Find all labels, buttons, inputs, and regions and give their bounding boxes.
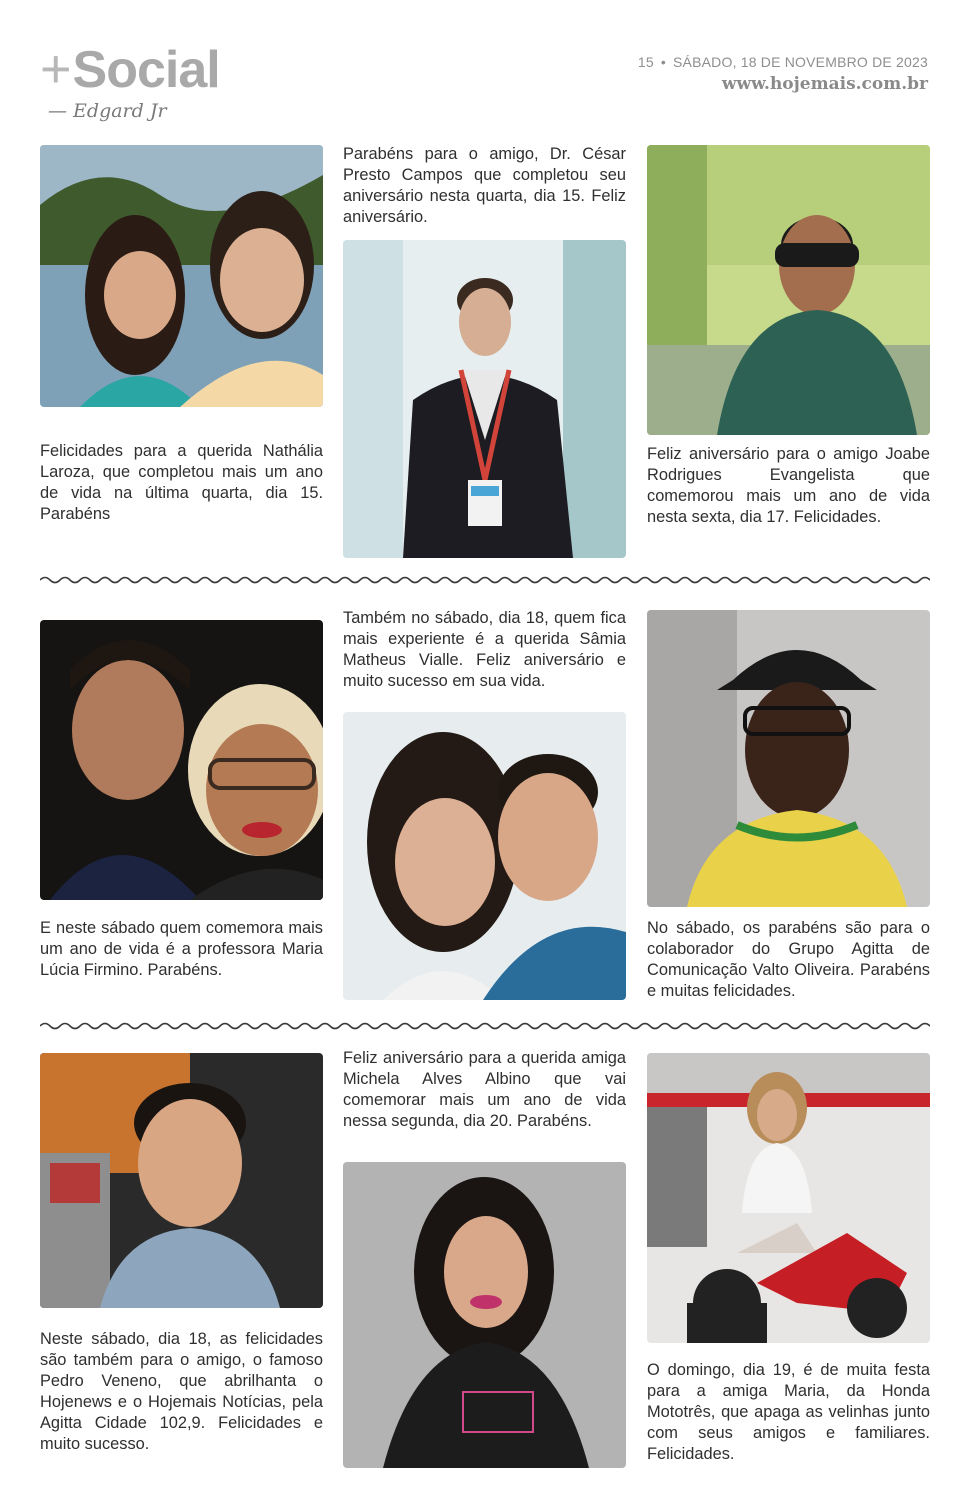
- photo-maria-honda: [647, 1053, 930, 1343]
- caption-michela-alves-albino: Feliz aniversário para a querida amiga Michela Alves Albino que vai comemorar mais um ano de vida nessa segunda, dia 20. Parabéns.: [343, 1049, 626, 1130]
- page-number: 15: [637, 54, 654, 70]
- columnist-signature: — Edgard Jr: [48, 100, 167, 122]
- caption-maria-lucia-firmino: E neste sábado quem comemora mais um ano de vida é a professora Maria Lúcia Firmino. Parabéns.: [40, 919, 323, 979]
- caption-maria-honda: O domingo, dia 19, é de muita festa para a amiga Maria, da Honda Mototrês, que apaga as velinhas junto com seus amigos e familiares. Felicidades.: [647, 1361, 930, 1463]
- page-header-info: [638, 54, 928, 94]
- row-divider: [40, 573, 930, 587]
- row-divider: [40, 1019, 930, 1033]
- caption-pedro-veneno: Neste sábado, dia 18, as felicidades são também para o amigo, o famoso Pedro Veneno, que abrilhanta o Hojenews e o Hojemais Notícias, pela Agitta Cidade 102,9. Felicidades e muito sucesso.: [40, 1330, 323, 1453]
- photo-michela-alves-albino: [343, 1162, 626, 1468]
- caption-nathalia-laroza: Felicidades para a querida Nathália Laroza, que completou mais um ano de vida na última quarta, dia 15. Parabéns: [40, 442, 323, 523]
- separator-dot: •: [660, 54, 667, 70]
- photo-valto-oliveira: [647, 610, 930, 907]
- photo-cesar-presto-campos: [343, 240, 626, 558]
- caption-valto-oliveira: No sábado, os parabéns são para o colaborador do Grupo Agitta de Comunicação Valto Oliveira. Parabéns e muitas felicidades.: [647, 919, 930, 1000]
- photo-maria-lucia-firmino: [40, 620, 323, 900]
- photo-nathalia-laroza: [40, 145, 323, 407]
- website-link[interactable]: www.hojemais.com.br: [721, 74, 928, 94]
- caption-cesar-presto-campos: Parabéns para o amigo, Dr. César Presto Campos que completou seu aniversário nesta quarta, dia 15. Feliz aniversário.: [343, 145, 626, 226]
- section-title: +Social: [40, 39, 220, 99]
- photo-samia-matheus-vialle: [343, 712, 626, 1000]
- caption-joabe-evangelista: Feliz aniversário para o amigo Joabe Rodrigues Evangelista que comemorou mais um ano de vida nesta sexta, dia 17. Felicidades.: [647, 445, 930, 526]
- caption-samia-matheus-vialle: Também no sábado, dia 18, quem fica mais experiente é a querida Sâmia Matheus Vialle. Feliz aniversário e muito sucesso em sua vida.: [343, 609, 626, 690]
- issue-date: SÁBADO, 18 DE NOVEMBRO DE 2023: [673, 54, 928, 70]
- photo-joabe-evangelista: [647, 145, 930, 435]
- section-masthead: [40, 39, 300, 132]
- photo-pedro-veneno: [40, 1053, 323, 1308]
